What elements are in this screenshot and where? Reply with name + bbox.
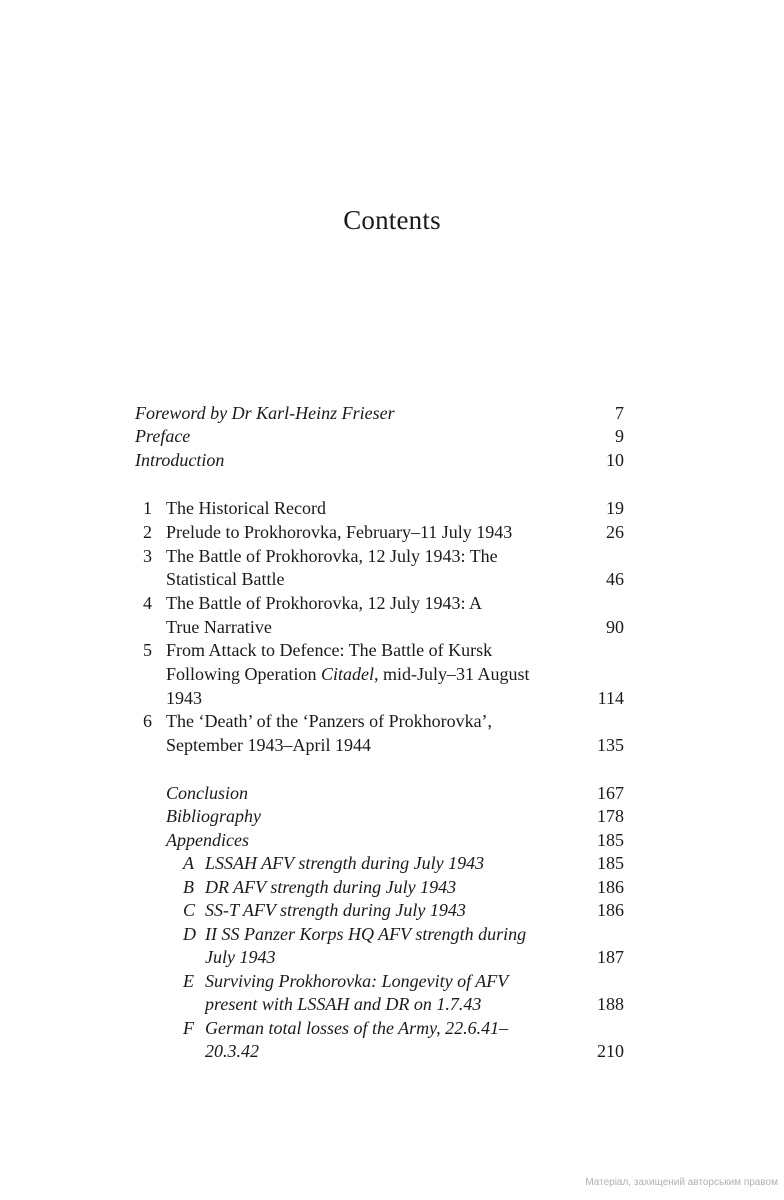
toc-entry-page: 178 [597,806,624,826]
copyright-watermark: Матеріал, захищений авторським правом [585,1177,778,1188]
chapter-number: 3 [143,546,152,566]
appendix-title: German total losses of the Army, 22.6.41– [205,1018,509,1038]
appendix-letter: B [183,877,194,897]
toc-entry-page: 186 [597,900,624,920]
toc-entry-page: 185 [597,830,624,850]
appendix-letter: C [183,900,196,920]
toc-entry-title: Bibliography [166,806,261,826]
chapter-title-continued [166,663,530,687]
chapter-title: Prelude to Prokhorovka, February–11 July 1943 [166,522,513,542]
chapter-title-italic: Citadel [321,664,374,684]
chapter-title-segment: , mid-July–31 August [374,664,530,684]
chapter-title: The Battle of Prokhorovka, 12 July 1943: A [166,593,482,613]
chapter-title: From Attack to Defence: The Battle of Kursk [166,640,493,660]
toc-entry-title: Foreword by Dr Karl-Heinz Frieser [135,403,395,423]
toc-entry-page: 186 [597,877,624,897]
toc-entry-page: 114 [597,688,624,708]
chapter-number: 4 [143,593,152,613]
appendix-title: II SS Panzer Korps HQ AFV strength during [205,924,527,944]
appendix-title: SS-T AFV strength during July 1943 [205,900,466,920]
appendix-title: LSSAH AFV strength during July 1943 [205,853,485,873]
chapter-number: 5 [143,640,152,660]
chapter-number: 6 [143,711,152,731]
appendix-title-continued: present with LSSAH and DR on 1.7.43 [205,994,482,1014]
appendix-title: DR AFV strength during July 1943 [205,877,457,897]
toc-entry-page: 46 [606,569,624,589]
toc-entry-page: 7 [615,403,624,423]
toc-entry-page: 188 [597,994,624,1014]
toc-entry-page: 185 [597,853,624,873]
chapter-title: The ‘Death’ of the ‘Panzers of Prokhorovka’, [166,711,493,731]
appendix-letter: A [183,853,194,873]
toc-entry-page: 187 [597,947,624,967]
toc-entry-page: 26 [606,522,624,542]
chapter-title-continued: Statistical Battle [166,569,285,589]
toc-entry-title: Introduction [135,450,225,470]
page-title: Contents [343,205,441,235]
toc-entry-page: 210 [597,1041,624,1061]
chapter-title: The Historical Record [166,498,326,518]
toc-entry-page: 135 [597,735,624,755]
appendix-title: Surviving Prokhorovka: Longevity of AFV [205,971,509,991]
appendix-letter: D [183,924,196,944]
chapter-title: The Battle of Prokhorovka, 12 July 1943: The [166,546,498,566]
chapter-title-continued: 1943 [166,688,202,708]
toc-entry-page: 167 [597,783,624,803]
toc-entry-title: Appendices [166,830,249,850]
chapter-title-segment: Following Operation [166,664,321,684]
toc-entry-page: 90 [606,617,624,637]
toc-entry-title: Preface [135,426,191,446]
toc-entry-page: 9 [615,426,624,446]
chapter-number: 1 [143,498,152,518]
appendix-letter: E [183,971,194,991]
chapter-number: 2 [143,522,152,542]
chapter-title-continued: True Narrative [166,617,272,637]
toc-entry-page: 19 [606,498,624,518]
toc-entry-page: 10 [606,450,624,470]
toc-entry-title: Conclusion [166,783,249,803]
appendix-title-continued: July 1943 [205,947,276,967]
chapter-title-continued: September 1943–April 1944 [166,735,371,755]
appendix-title-continued: 20.3.42 [205,1041,259,1061]
appendix-letter: F [183,1018,194,1038]
